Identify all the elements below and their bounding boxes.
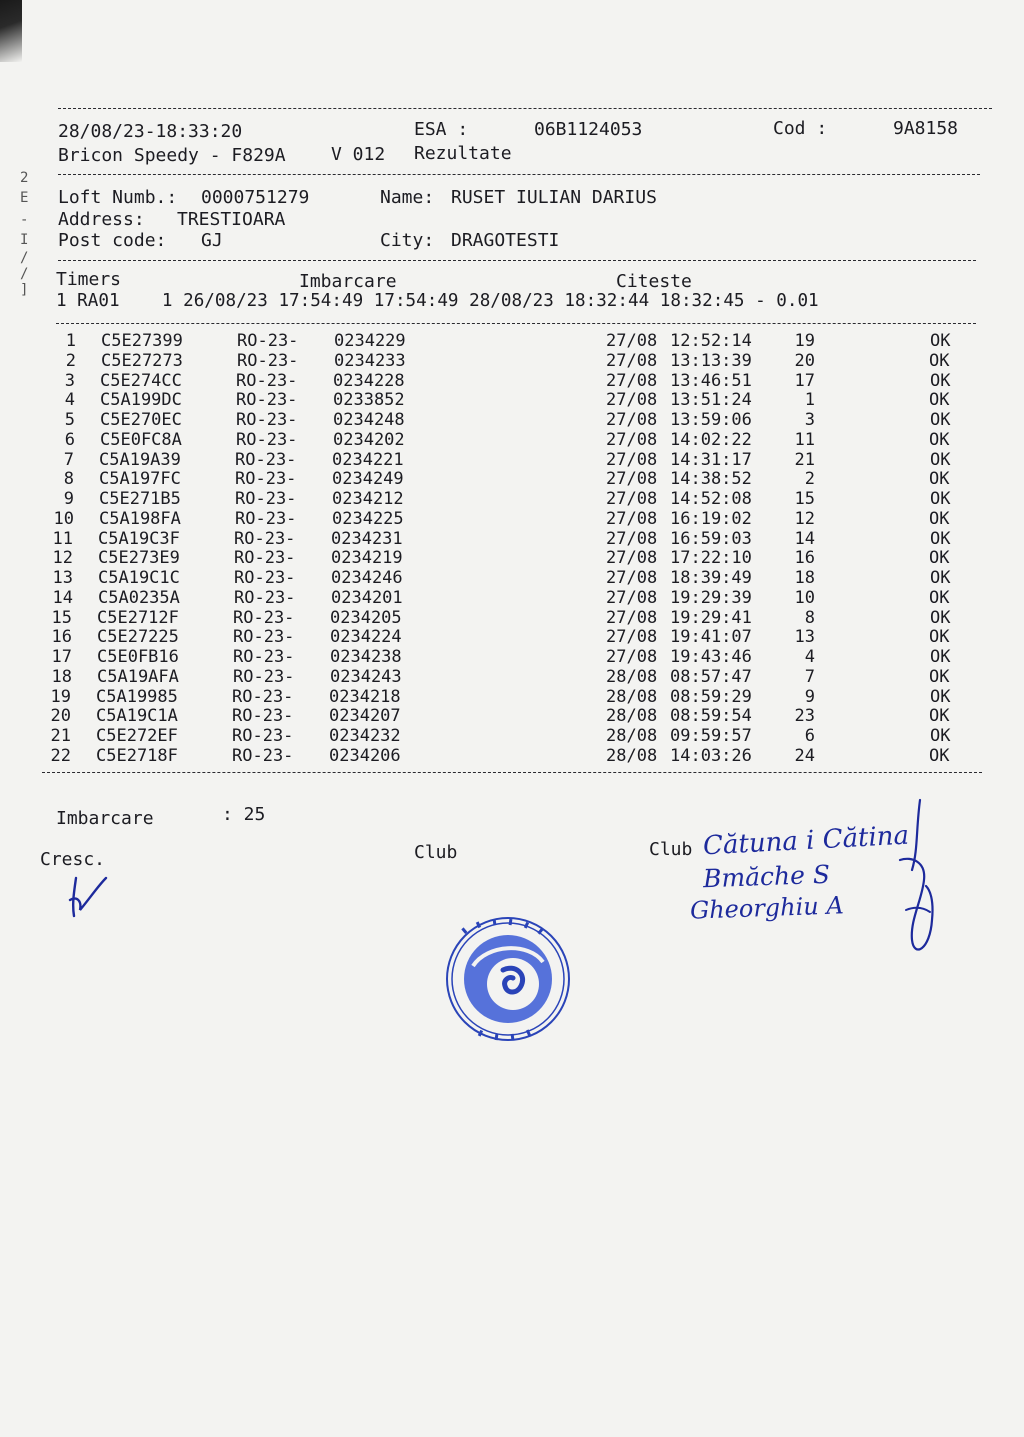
name-value: RUSET IULIAN DARIUS — [451, 187, 657, 208]
row-ring-number: 0233852 — [333, 390, 405, 411]
report-datetime: 28/08/23-18:33:20 — [58, 121, 243, 142]
timers-citeste-label: Citeste — [616, 271, 692, 292]
row-ring-prefix: RO-23- — [232, 706, 294, 727]
table-row — [0, 331, 1000, 351]
row-ring-prefix: RO-23- — [236, 429, 298, 450]
row-time: 08:59:54 — [670, 706, 752, 727]
row-ring-number: 0234206 — [329, 745, 401, 766]
row-status: OK — [930, 726, 951, 746]
report-type: Rezultate — [414, 143, 512, 164]
name-label: Name: — [380, 187, 435, 208]
table-row — [0, 667, 1000, 687]
row-time: 14:02:22 — [670, 429, 752, 450]
row-ring-prefix: RO-23- — [235, 489, 297, 509]
row-index: 21 — [50, 726, 71, 746]
row-order-number: 16 — [794, 548, 815, 569]
club-signature-line-3: Gheorghiu A — [689, 891, 845, 925]
row-status: OK — [930, 370, 951, 391]
row-date: 27/08 — [606, 508, 658, 529]
row-ring-prefix: RO-23- — [233, 666, 295, 687]
row-ring-number: 0234243 — [330, 666, 402, 687]
table-row — [0, 529, 1000, 549]
row-ring-prefix: RO-23- — [236, 410, 298, 430]
row-ring-number: 0234205 — [330, 607, 402, 628]
table-row — [0, 726, 1000, 746]
table-row — [0, 390, 1000, 410]
row-time: 14:38:52 — [670, 469, 752, 490]
row-order-number: 17 — [794, 370, 815, 391]
row-date: 28/08 — [606, 726, 658, 746]
timers-imbarcare-label: Imbarcare — [299, 271, 397, 292]
side-mark: ] — [20, 282, 29, 298]
row-time: 14:03:26 — [670, 745, 752, 766]
loft-value: 0000751279 — [201, 187, 310, 208]
row-order-number: 19 — [794, 331, 815, 351]
row-ring-number: 0234221 — [332, 449, 404, 470]
row-order-number: 24 — [794, 745, 815, 766]
row-status: OK — [930, 528, 951, 549]
row-index: 14 — [52, 587, 73, 608]
postcode-label: Post code: — [58, 230, 167, 251]
side-mark: I — [20, 232, 29, 248]
table-row — [0, 509, 1000, 529]
row-date: 27/08 — [606, 568, 658, 588]
row-chip-id: C5E272EF — [96, 726, 178, 746]
row-ring-prefix: RO-23- — [232, 686, 294, 707]
row-date: 27/08 — [606, 429, 658, 450]
table-row — [0, 647, 1000, 667]
row-time: 08:57:47 — [670, 666, 752, 687]
row-time: 14:31:17 — [670, 449, 752, 470]
club-signature-line-1: Cătuna i Cătina — [702, 820, 910, 862]
row-status: OK — [930, 331, 951, 351]
row-time: 09:59:57 — [670, 726, 752, 746]
row-index: 19 — [50, 686, 71, 707]
row-order-number: 9 — [804, 686, 815, 707]
row-index: 11 — [52, 528, 73, 549]
row-ring-number: 0234212 — [332, 489, 404, 509]
row-date: 28/08 — [606, 686, 658, 707]
row-order-number: 7 — [804, 666, 815, 687]
row-time: 19:29:39 — [670, 587, 752, 608]
device-version: V 012 — [331, 144, 386, 165]
row-order-number: 23 — [794, 706, 815, 727]
row-chip-id: C5E0FB16 — [97, 647, 179, 667]
row-ring-prefix: RO-23- — [237, 331, 299, 351]
row-status: OK — [930, 647, 951, 667]
row-date: 27/08 — [606, 410, 658, 430]
esa-value: 06B1124053 — [534, 119, 643, 140]
row-ring-number: 0234219 — [331, 548, 403, 569]
cod-value: 9A8158 — [893, 118, 959, 139]
row-date: 27/08 — [606, 548, 658, 569]
row-date: 28/08 — [606, 745, 658, 766]
row-index: 3 — [64, 370, 75, 391]
row-date: 27/08 — [606, 607, 658, 628]
table-row — [0, 548, 1000, 568]
table-row — [0, 351, 1000, 371]
cresc-label: Cresc. — [40, 849, 106, 870]
row-index: 15 — [51, 607, 72, 628]
row-chip-id: C5A19AFA — [97, 666, 179, 687]
row-date: 27/08 — [606, 587, 658, 608]
row-date: 27/08 — [606, 350, 658, 371]
row-ring-prefix: RO-23- — [232, 726, 294, 746]
row-time: 13:46:51 — [670, 370, 752, 391]
table-row — [0, 450, 1000, 470]
row-ring-number: 0234218 — [329, 686, 401, 707]
row-chip-id: C5A19985 — [96, 686, 178, 707]
city-value: DRAGOTESTI — [451, 230, 560, 251]
row-time: 17:22:10 — [670, 548, 752, 569]
row-date: 27/08 — [606, 469, 658, 490]
row-status: OK — [929, 627, 950, 648]
row-time: 16:59:03 — [670, 528, 752, 549]
row-date: 27/08 — [606, 449, 658, 470]
club-stamp-icon — [443, 914, 573, 1044]
row-status: OK — [930, 607, 951, 628]
row-ring-number: 0234228 — [333, 370, 405, 391]
row-ring-prefix: RO-23- — [234, 587, 296, 608]
row-ring-prefix: RO-23- — [236, 390, 298, 411]
row-status: OK — [929, 469, 950, 490]
row-order-number: 8 — [804, 607, 815, 628]
row-ring-prefix: RO-23- — [233, 627, 295, 648]
row-order-number: 6 — [804, 726, 815, 746]
row-ring-prefix: RO-23- — [233, 607, 295, 628]
side-mark: 2 — [20, 170, 29, 186]
cresc-signature-icon — [62, 874, 112, 922]
row-time: 13:13:39 — [670, 350, 752, 371]
row-status: OK — [929, 508, 950, 529]
row-date: 27/08 — [606, 528, 658, 549]
device-name: Bricon Speedy - F829A — [58, 145, 286, 166]
row-status: OK — [930, 449, 951, 470]
postcode-value: GJ — [201, 230, 223, 251]
table-row — [0, 568, 1000, 588]
row-chip-id: C5A0235A — [98, 587, 180, 608]
row-index: 16 — [51, 627, 72, 648]
row-ring-number: 0234246 — [331, 568, 403, 588]
row-index: 9 — [63, 489, 74, 509]
row-index: 1 — [65, 331, 76, 351]
row-chip-id: C5E2718F — [96, 745, 178, 766]
row-order-number: 18 — [794, 568, 815, 588]
row-ring-prefix: RO-23- — [233, 647, 295, 667]
esa-label: ESA : — [414, 119, 469, 140]
city-label: City: — [380, 230, 435, 251]
row-index: 17 — [51, 647, 72, 667]
timer-line: 1 RA01 1 26/08/23 17:54:49 17:54:49 28/08/23 18:32:44 18:32:45 - 0.01 — [56, 291, 819, 311]
row-ring-number: 0234232 — [329, 726, 401, 746]
row-chip-id: C5E2712F — [97, 607, 179, 628]
side-mark: - — [20, 212, 29, 228]
row-ring-number: 0234233 — [334, 350, 406, 371]
row-index: 10 — [53, 508, 74, 529]
row-order-number: 1 — [804, 390, 815, 411]
row-ring-prefix: RO-23- — [237, 350, 299, 371]
row-index: 2 — [65, 350, 76, 371]
row-chip-id: C5E0FC8A — [100, 429, 182, 450]
row-ring-number: 0234225 — [332, 508, 404, 529]
row-date: 27/08 — [606, 647, 658, 667]
row-chip-id: C5E27273 — [101, 350, 183, 371]
row-chip-id: C5E270EC — [100, 410, 182, 430]
row-date: 27/08 — [606, 390, 658, 411]
row-ring-number: 0234207 — [329, 706, 401, 727]
row-status: OK — [929, 666, 950, 687]
row-index: 4 — [64, 390, 75, 411]
loft-label: Loft Numb.: — [58, 187, 178, 208]
table-row — [0, 430, 1000, 450]
row-index: 13 — [52, 568, 73, 588]
row-ring-prefix: RO-23- — [236, 370, 298, 391]
row-status: OK — [929, 706, 950, 727]
row-ring-number: 0234202 — [333, 429, 405, 450]
row-time: 18:39:49 — [670, 568, 752, 588]
footer-imbarcare-label: Imbarcare — [56, 808, 154, 829]
table-row — [0, 706, 1000, 726]
table-row — [0, 588, 1000, 608]
table-row — [0, 687, 1000, 707]
row-ring-number: 0234231 — [331, 528, 403, 549]
row-chip-id: C5A197FC — [99, 469, 181, 490]
row-order-number: 13 — [794, 627, 815, 648]
row-index: 20 — [50, 706, 71, 727]
row-time: 13:59:06 — [670, 410, 752, 430]
row-index: 12 — [52, 548, 73, 569]
separator-top — [58, 108, 992, 109]
row-ring-number: 0234201 — [331, 587, 403, 608]
row-index: 8 — [63, 469, 74, 490]
club-signature-flourish-icon — [860, 790, 970, 970]
row-order-number: 21 — [794, 449, 815, 470]
table-row — [0, 627, 1000, 647]
row-index: 7 — [63, 449, 74, 470]
separator-timers — [56, 323, 976, 324]
row-index: 18 — [51, 666, 72, 687]
row-time: 19:43:46 — [670, 647, 752, 667]
row-ring-number: 0234224 — [330, 627, 402, 648]
row-ring-prefix: RO-23- — [232, 745, 294, 766]
row-chip-id: C5E273E9 — [98, 548, 180, 569]
club-label-2: Club — [649, 839, 693, 860]
club-label-1: Club — [414, 842, 458, 863]
table-row — [0, 371, 1000, 391]
row-status: OK — [929, 429, 950, 450]
row-order-number: 3 — [804, 410, 815, 430]
row-status: OK — [930, 568, 951, 588]
row-date: 27/08 — [606, 489, 658, 509]
row-date: 28/08 — [606, 706, 658, 727]
side-mark: E — [20, 190, 29, 206]
separator-header — [58, 174, 980, 175]
row-date: 27/08 — [606, 627, 658, 648]
row-time: 08:59:29 — [670, 686, 752, 707]
row-index: 5 — [64, 410, 75, 430]
footer-imbarcare-value: : 25 — [222, 804, 266, 825]
row-chip-id: C5E27399 — [101, 331, 183, 351]
row-status: OK — [929, 350, 950, 371]
club-signature-line-2: Bmăche S — [702, 859, 831, 894]
table-row — [0, 608, 1000, 628]
row-status: OK — [930, 686, 951, 707]
row-time: 19:41:07 — [670, 627, 752, 648]
row-ring-number: 0234248 — [333, 410, 405, 430]
table-row — [0, 469, 1000, 489]
row-order-number: 14 — [794, 528, 815, 549]
row-ring-number: 0234249 — [332, 469, 404, 490]
row-chip-id: C5A19C3F — [98, 528, 180, 549]
row-time: 12:52:14 — [670, 331, 752, 351]
row-ring-number: 0234229 — [334, 331, 406, 351]
row-status: OK — [929, 548, 950, 569]
table-row — [0, 410, 1000, 430]
row-ring-prefix: RO-23- — [234, 568, 296, 588]
row-order-number: 10 — [794, 587, 815, 608]
row-ring-prefix: RO-23- — [235, 469, 297, 490]
row-status: OK — [930, 410, 951, 430]
row-ring-prefix: RO-23- — [235, 449, 297, 470]
row-chip-id: C5A19C1C — [98, 568, 180, 588]
scan-corner-shadow — [0, 0, 22, 62]
row-chip-id: C5A19A39 — [99, 449, 181, 470]
address-value: TRESTIOARA — [177, 209, 286, 230]
side-mark: / — [20, 250, 29, 266]
row-order-number: 12 — [794, 508, 815, 529]
row-chip-id: C5A198FA — [99, 508, 181, 529]
row-order-number: 15 — [794, 489, 815, 509]
row-order-number: 20 — [794, 350, 815, 371]
row-ring-prefix: RO-23- — [234, 548, 296, 569]
row-status: OK — [929, 745, 950, 766]
row-chip-id: C5A19C1A — [96, 706, 178, 727]
row-status: OK — [929, 390, 950, 411]
row-order-number: 11 — [794, 429, 815, 450]
row-ring-prefix: RO-23- — [234, 528, 296, 549]
row-order-number: 4 — [804, 647, 815, 667]
row-status: OK — [929, 587, 950, 608]
row-ring-number: 0234238 — [330, 647, 402, 667]
row-chip-id: C5A199DC — [100, 390, 182, 411]
row-date: 28/08 — [606, 666, 658, 687]
cod-label: Cod : — [773, 118, 828, 139]
row-index: 6 — [64, 429, 75, 450]
side-mark: / — [20, 266, 29, 282]
separator-owner — [58, 260, 976, 261]
row-date: 27/08 — [606, 331, 658, 351]
row-order-number: 2 — [804, 469, 815, 490]
row-time: 19:29:41 — [670, 607, 752, 628]
row-chip-id: C5E27225 — [97, 627, 179, 648]
address-label: Address: — [58, 209, 145, 230]
row-chip-id: C5E274CC — [100, 370, 182, 391]
row-index: 22 — [50, 745, 71, 766]
row-chip-id: C5E271B5 — [99, 489, 181, 509]
table-row — [0, 746, 1000, 766]
row-status: OK — [930, 489, 951, 509]
table-row — [0, 489, 1000, 509]
row-time: 14:52:08 — [670, 489, 752, 509]
row-time: 13:51:24 — [670, 390, 752, 411]
separator-results — [42, 772, 982, 773]
timers-label: Timers — [56, 269, 122, 290]
row-time: 16:19:02 — [670, 508, 752, 529]
row-ring-prefix: RO-23- — [235, 508, 297, 529]
row-date: 27/08 — [606, 370, 658, 391]
